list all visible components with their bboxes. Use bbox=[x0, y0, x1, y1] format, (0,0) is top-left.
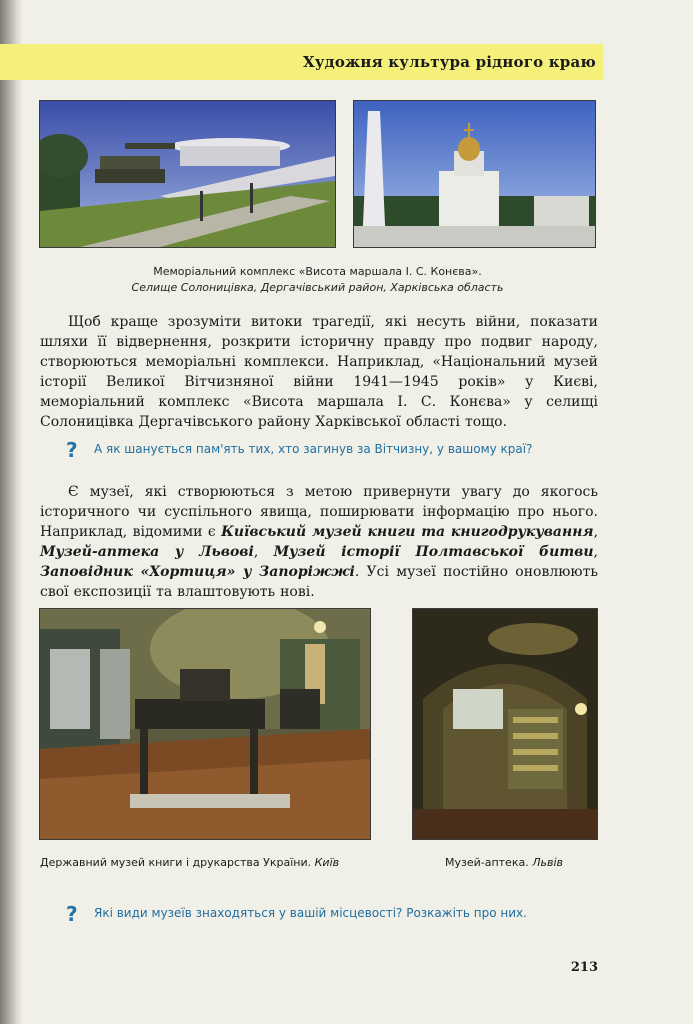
question-2-text: Які види музеїв знаходяться у вашій місцевості? Розкажіть про них. bbox=[94, 906, 527, 920]
question-2 bbox=[66, 904, 606, 926]
photo-pharmacy-museum bbox=[412, 608, 598, 840]
paragraph-memorials bbox=[40, 312, 598, 432]
figure2-left-caption bbox=[40, 856, 380, 869]
figure2-left-caption-main: Державний музей книги і друкарства України. bbox=[40, 856, 315, 869]
museum-name-khortytsia: Заповідник «Хортиця» у Запоріжжі bbox=[40, 564, 355, 580]
figure2-right-caption-main: Музей-аптека. bbox=[444, 856, 533, 869]
paragraph-museums-part2: . Усі музеї постійно оновлюють свої експозиції та влаштовують нові. bbox=[40, 564, 598, 600]
figure1-caption-line1: Меморіальний комплекс «Висота маршала І. С. Конєва». bbox=[153, 265, 482, 278]
question-mark-icon: ? bbox=[66, 438, 78, 462]
figure1-caption-line2: Селище Солоницівка, Дергачівський район, Харківська область bbox=[131, 281, 504, 294]
paragraph-museums-part1: Є музеї, які створюються з метою привернути увагу до якогось історичного чи суспільного явища, поширювати інформацію про нього. Наприклад, відомими є bbox=[40, 484, 598, 540]
book-spine-shadow bbox=[0, 0, 22, 1024]
page-header-title: Художня культура рідного краю bbox=[303, 53, 596, 71]
figure2-right-caption-city: Львів bbox=[532, 856, 563, 869]
separator: , bbox=[253, 544, 274, 560]
museum-name-kyiv-book: Київський музей книги та книгодрукування bbox=[221, 524, 594, 540]
museum-name-lviv-pharmacy: Музей-аптека у Львові bbox=[40, 544, 254, 560]
page-number: 213 bbox=[570, 960, 598, 975]
figure2-left-caption-city: Київ bbox=[314, 856, 340, 869]
figure1-caption bbox=[40, 264, 595, 296]
photo-memorial-church bbox=[353, 100, 596, 248]
separator: , bbox=[593, 544, 598, 560]
photo-book-museum bbox=[39, 608, 371, 840]
question-mark-icon: ? bbox=[66, 902, 78, 926]
question-1 bbox=[66, 440, 606, 462]
paragraph-museums bbox=[40, 482, 598, 602]
museum-name-poltava-battle: Музей історії Полтавської битви bbox=[273, 544, 594, 560]
question-1-text: А як шанується пам'ять тих, хто загинув за Вітчизну, у вашому краї? bbox=[94, 442, 533, 456]
paragraph-memorials-text: Щоб краще зрозуміти витоки трагедії, які несуть війни, показати шляхи її відвернення, розкрити історичну правду про подвиг народу, створюються меморіальні комплекси. Наприклад, «Національний музей історії Великої Вітчизняної війни 1941—1945 років» у Києві, меморіальний комплекс «Висота маршала І. С. Конєва» у селищі Солоницівка Дергачівського району Харківської області тощо. bbox=[40, 314, 598, 430]
photo-memorial-complex bbox=[39, 100, 336, 248]
figure2-right-caption bbox=[412, 856, 596, 869]
separator: , bbox=[593, 524, 599, 540]
paragraph-museums-text bbox=[40, 482, 598, 602]
